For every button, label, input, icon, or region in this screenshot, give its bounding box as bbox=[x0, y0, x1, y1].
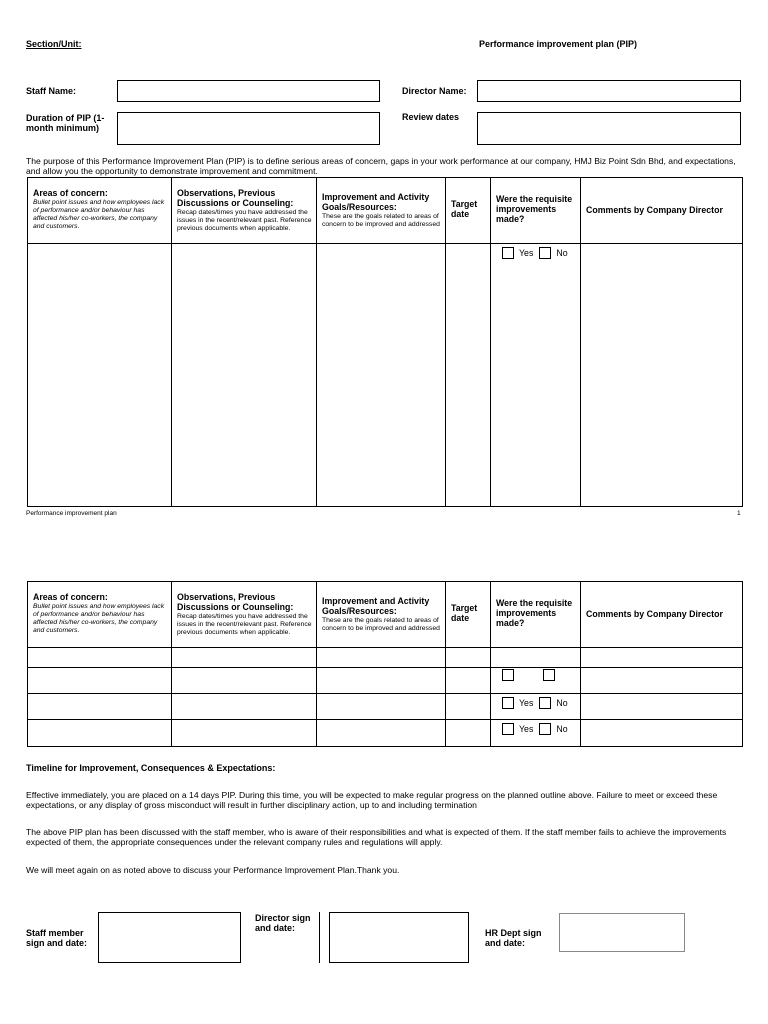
areas-of-concern-cell[interactable] bbox=[28, 694, 172, 720]
director-sign-label: Director sign and date: bbox=[255, 913, 311, 933]
comments-cell[interactable] bbox=[581, 720, 743, 747]
header-observations: Observations, Previous Discussions or Counseling: Recap dates/times you have addressed the issues in the recent/relevant past. Reference previous documents when applicable. bbox=[172, 582, 317, 648]
director-name-field[interactable] bbox=[477, 80, 741, 102]
table-row bbox=[28, 648, 743, 668]
table-row bbox=[28, 668, 743, 694]
goals-cell[interactable] bbox=[317, 668, 446, 694]
requisite-cell[interactable] bbox=[491, 648, 581, 668]
paragraph-effective: Effective immediately, you are placed on a 14 days PIP. During this time, you will be expected to make regular progress on the planned outline above. Failure to meet or exceed these expectations, or any display of gross misconduct will result in further disciplinary action, up to and including termination bbox=[26, 790, 718, 810]
yes-checkbox[interactable] bbox=[502, 247, 514, 259]
page-footer-title: Performance improvement plan bbox=[26, 510, 117, 517]
header-improvement-goals: Improvement and Activity Goals/Resources: These are the goals related to areas of concern to be improved and addressed bbox=[317, 582, 446, 648]
section-unit-label: Section/Unit: bbox=[26, 39, 82, 49]
comments-cell[interactable] bbox=[581, 668, 743, 694]
target-date-cell[interactable] bbox=[446, 244, 491, 507]
observations-cell[interactable] bbox=[172, 668, 317, 694]
requisite-cell bbox=[491, 694, 581, 720]
no-label: No bbox=[556, 248, 568, 258]
table-row bbox=[28, 694, 743, 720]
staff-name-field[interactable] bbox=[117, 80, 380, 102]
duration-field[interactable] bbox=[117, 112, 380, 145]
pip-table-2 bbox=[27, 581, 743, 747]
observations-cell[interactable] bbox=[172, 720, 317, 747]
requisite-cell bbox=[491, 668, 581, 694]
duration-label: Duration of PIP (1-month minimum) bbox=[26, 113, 105, 133]
table-row bbox=[28, 720, 743, 747]
no-checkbox[interactable] bbox=[539, 723, 551, 735]
no-checkbox[interactable] bbox=[539, 697, 551, 709]
paragraph-meet-again: We will meet again on as noted above to discuss your Performance Improvement Plan.Thank you. bbox=[26, 865, 400, 875]
header-target-date: Target date bbox=[446, 178, 491, 244]
no-checkbox[interactable] bbox=[539, 247, 551, 259]
review-dates-label: Review dates bbox=[402, 112, 460, 122]
purpose-text: The purpose of this Performance Improvement Plan (PIP) is to define serious areas of concern, gaps in your work performance at our company, HMJ Biz Point Sdn Bhd, and expectations, and allow you the opportunity to demonstrate improvement and commitment. bbox=[26, 156, 736, 176]
header-target-date: Target date bbox=[446, 582, 491, 648]
yes-label: Yes bbox=[519, 724, 534, 734]
goals-cell[interactable] bbox=[317, 648, 446, 668]
yes-label: Yes bbox=[519, 698, 534, 708]
observations-cell[interactable] bbox=[172, 694, 317, 720]
header-improvement-goals: Improvement and Activity Goals/Resources: These are the goals related to areas of concern to be improved and addressed bbox=[317, 178, 446, 244]
target-date-cell[interactable] bbox=[446, 648, 491, 668]
observations-cell[interactable] bbox=[172, 244, 317, 507]
header-areas-of-concern: Areas of concern: Bullet point issues and how employees lack of performance and/or behaviour has affected his/her co-workers, the company and customers. bbox=[28, 582, 172, 648]
areas-of-concern-cell[interactable] bbox=[28, 720, 172, 747]
document-title: Performance improvement plan (PIP) bbox=[479, 39, 638, 49]
pip-table-1 bbox=[27, 177, 743, 507]
no-checkbox[interactable] bbox=[543, 669, 555, 681]
comments-cell[interactable] bbox=[581, 648, 743, 668]
target-date-cell[interactable] bbox=[446, 694, 491, 720]
goals-cell[interactable] bbox=[317, 694, 446, 720]
review-dates-field[interactable] bbox=[477, 112, 741, 145]
director-sign-field[interactable] bbox=[329, 912, 469, 963]
staff-sign-field[interactable] bbox=[98, 912, 241, 963]
comments-cell[interactable] bbox=[581, 694, 743, 720]
timeline-heading: Timeline for Improvement, Consequences & Expectations: bbox=[26, 763, 276, 773]
requisite-cell bbox=[491, 244, 581, 507]
header-areas-of-concern: Areas of concern: Bullet point issues and how employees lack of performance and/or behaviour has affected his/her co-workers, the company and customers. bbox=[28, 178, 172, 244]
comments-cell[interactable] bbox=[581, 244, 743, 507]
goals-cell[interactable] bbox=[317, 720, 446, 747]
staff-name-label: Staff Name: bbox=[26, 86, 77, 96]
page-number: 1 bbox=[737, 510, 741, 517]
hr-sign-field[interactable] bbox=[559, 913, 685, 952]
target-date-cell[interactable] bbox=[446, 668, 491, 694]
yes-checkbox[interactable] bbox=[502, 697, 514, 709]
yes-label: Yes bbox=[519, 248, 534, 258]
header-observations: Observations, Previous Discussions or Counseling: Recap dates/times you have addressed the issues in the recent/relevant past. Reference previous documents when applicable. bbox=[172, 178, 317, 244]
target-date-cell[interactable] bbox=[446, 720, 491, 747]
header-comments-director: Comments by Company Director bbox=[581, 582, 743, 648]
hr-sign-label: HR Dept sign and date: bbox=[485, 928, 542, 948]
no-label: No bbox=[556, 698, 568, 708]
areas-of-concern-cell[interactable] bbox=[28, 244, 172, 507]
no-label: No bbox=[556, 724, 568, 734]
divider bbox=[319, 912, 320, 963]
director-name-label: Director Name: bbox=[402, 86, 467, 96]
header-comments-director: Comments by Company Director bbox=[581, 178, 743, 244]
goals-cell[interactable] bbox=[317, 244, 446, 507]
yes-checkbox[interactable] bbox=[502, 723, 514, 735]
observations-cell[interactable] bbox=[172, 648, 317, 668]
paragraph-discussed: The above PIP plan has been discussed with the staff member, who is aware of their responsibilities and what is expected of them. If the staff member fails to achieve the improvements expected of them, the appropriate consequences under the relevant company rules and regulations will apply. bbox=[26, 827, 727, 847]
header-requisite-improvements: Were the requisite improvements made? bbox=[491, 178, 581, 244]
areas-of-concern-cell[interactable] bbox=[28, 668, 172, 694]
yes-checkbox[interactable] bbox=[502, 669, 514, 681]
header-requisite-improvements: Were the requisite improvements made? bbox=[491, 582, 581, 648]
staff-sign-label: Staff member sign and date: bbox=[26, 928, 88, 948]
requisite-cell bbox=[491, 720, 581, 747]
areas-of-concern-cell[interactable] bbox=[28, 648, 172, 668]
